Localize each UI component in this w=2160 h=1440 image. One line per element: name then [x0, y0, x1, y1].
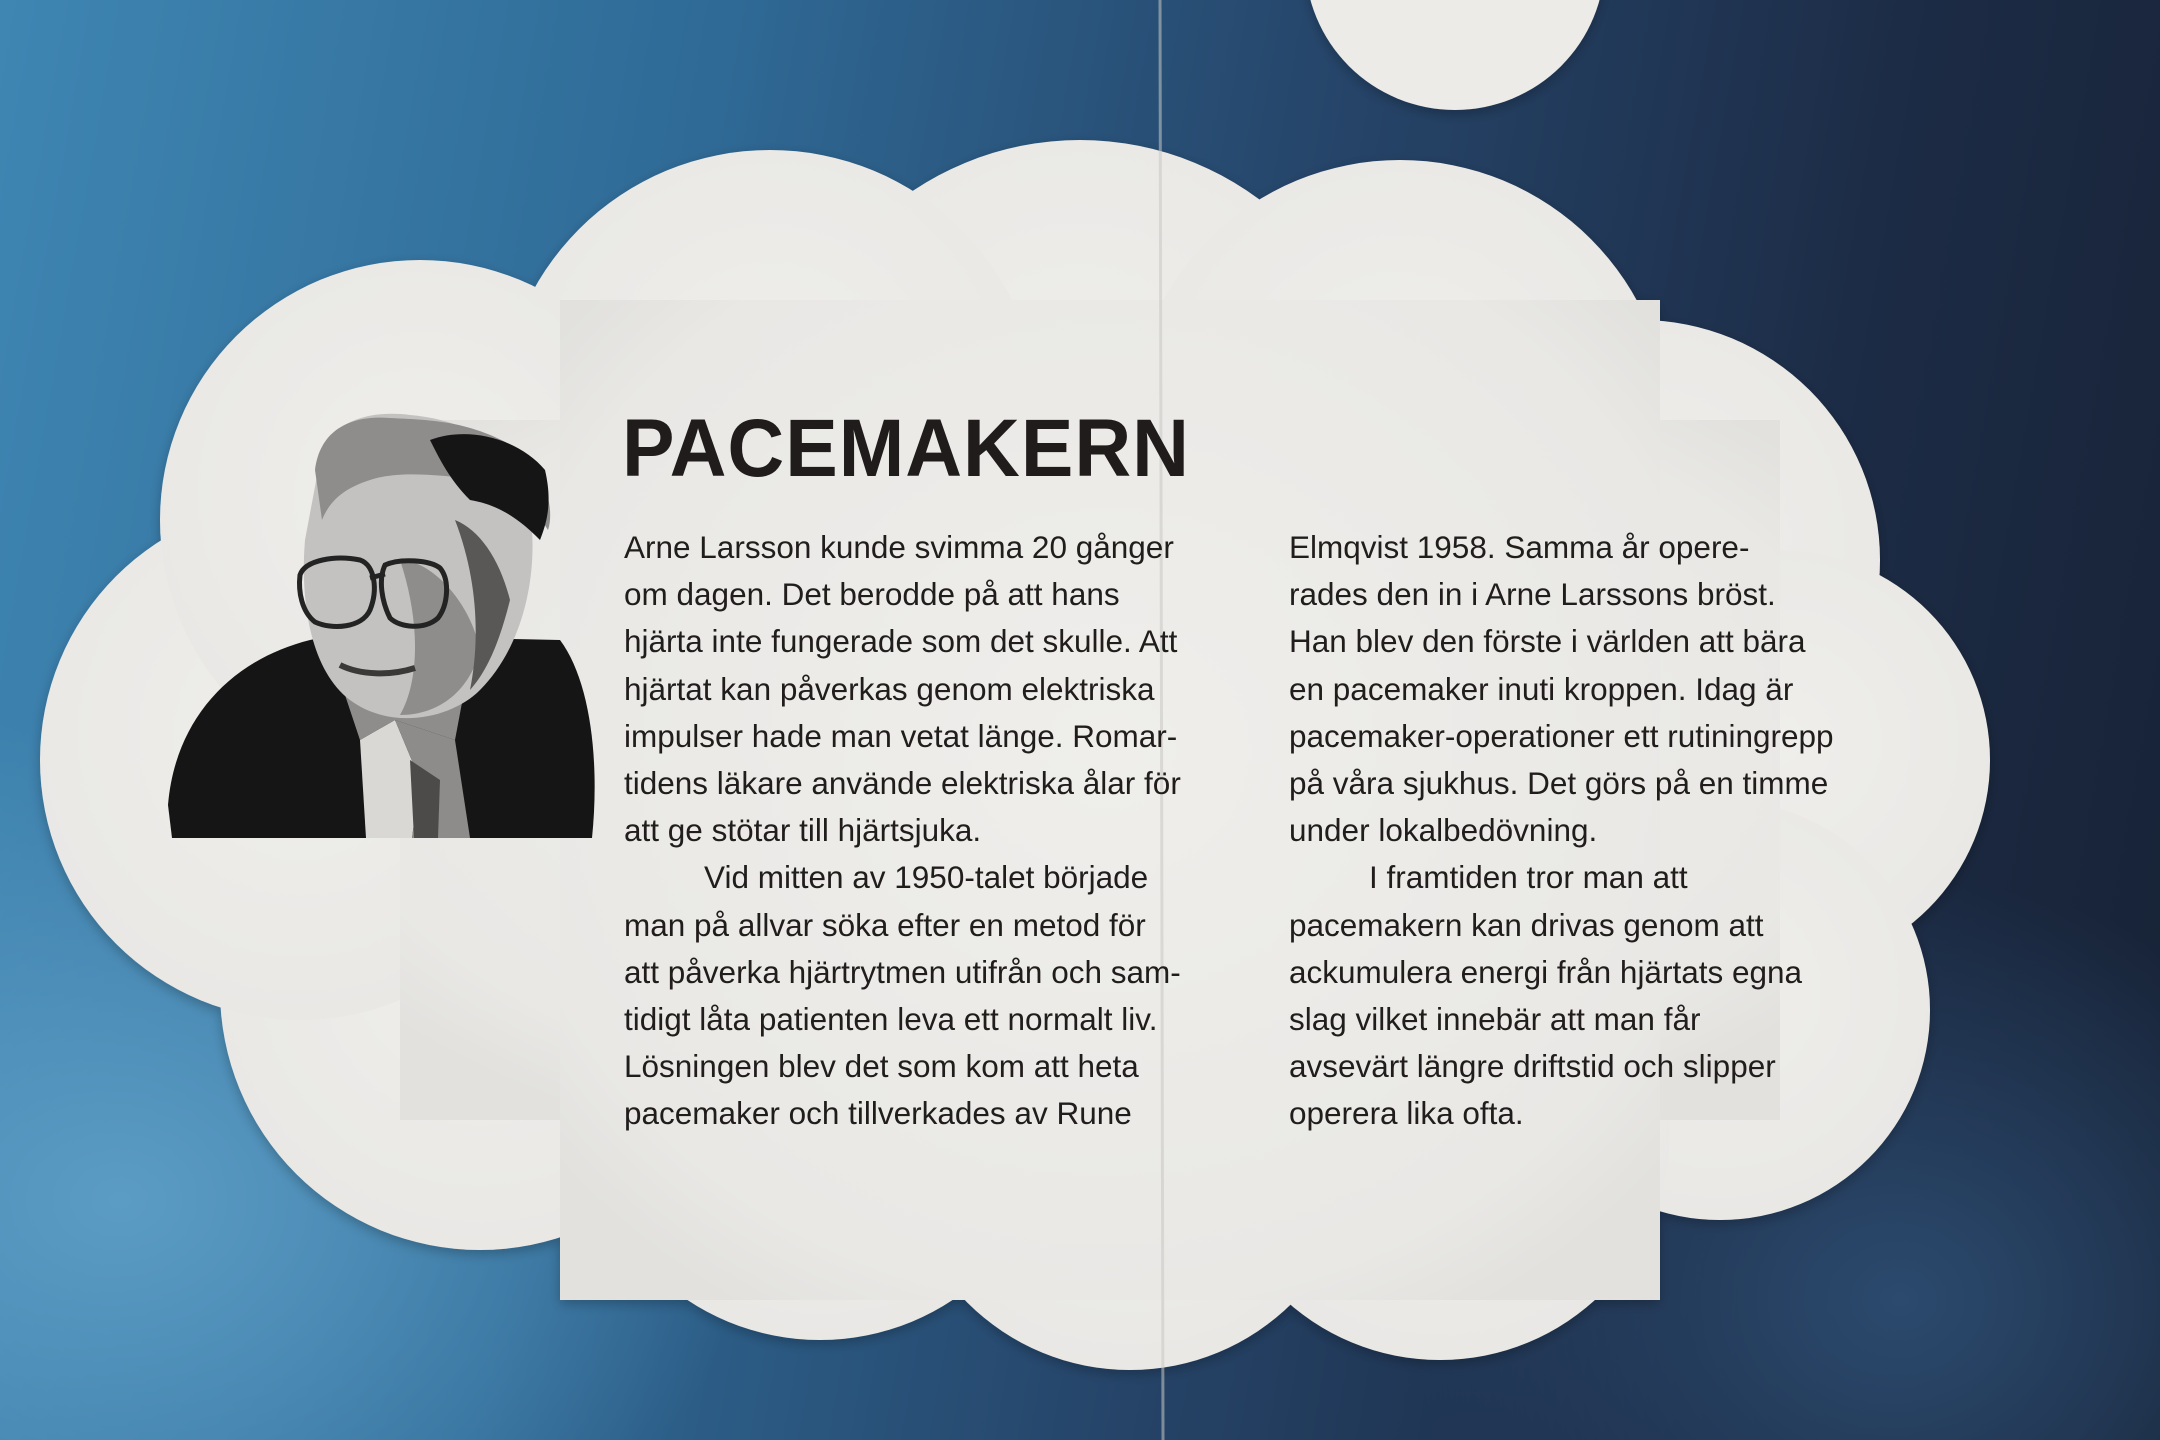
text-line: operera lika ofta.: [1289, 1095, 1524, 1132]
text-line: hjärta inte fungerade som det skulle. Att: [624, 623, 1178, 660]
text-line: ackumulera energi från hjärtats egna: [1289, 953, 1803, 990]
text-line: Arne Larsson kunde svimma 20 gånger: [624, 529, 1174, 565]
paragraph: [624, 854, 1244, 1137]
text-line: man på allvar söka efter en metod för: [624, 906, 1146, 943]
text-line: I framtiden tror man att: [1369, 859, 1688, 896]
text-line: pacemaker och tillverkades av Rune: [624, 1095, 1132, 1132]
text-line: Lösningen blev det som kom att heta: [624, 1048, 1139, 1085]
text-line: rades den in i Arne Larssons bröst.: [1289, 576, 1776, 613]
text-line: om dagen. Det berodde på att hans: [624, 576, 1120, 613]
paragraph: [1289, 854, 1929, 1137]
text-line: Han blev den förste i världen att bära: [1289, 623, 1806, 660]
text-line: tidens läkare använde elektriska ålar för: [624, 765, 1181, 802]
panel-title: PACEMAKERN: [622, 403, 1190, 494]
text-line: att ge stötar till hjärtsjuka.: [624, 812, 982, 849]
text-column-right: [1289, 524, 1929, 1138]
text-line: en pacemaker inuti kroppen. Idag är: [1289, 670, 1794, 707]
text-line: pacemakern kan drivas genom att: [1289, 906, 1764, 943]
text-line: Vid mitten av 1950-talet började: [704, 859, 1149, 896]
text-line: pacemaker-operationer ett rutiningrepp: [1289, 717, 1834, 754]
text-line: tidigt låta patienten leva ett normalt liv.: [624, 1001, 1158, 1038]
text-line: slag vilket innebär att man får: [1289, 1001, 1701, 1038]
text-line: på våra sjukhus. Det görs på en timme: [1289, 765, 1829, 802]
text-line: avsevärt längre driftstid och slipper: [1289, 1048, 1776, 1085]
text-line: impulser hade man vetat länge. Romar-: [624, 717, 1178, 754]
text-line: Elmqvist 1958. Samma år opere-: [1289, 529, 1750, 565]
paragraph: [624, 524, 1244, 854]
text-line: att påverka hjärtrytmen utifrån och sam-: [624, 953, 1181, 990]
paragraph: [1289, 524, 1929, 854]
text-line: under lokalbedövning.: [1289, 812, 1598, 849]
text-column-left: [624, 524, 1244, 1138]
text-line: hjärtat kan påverkas genom elektriska: [624, 670, 1155, 707]
